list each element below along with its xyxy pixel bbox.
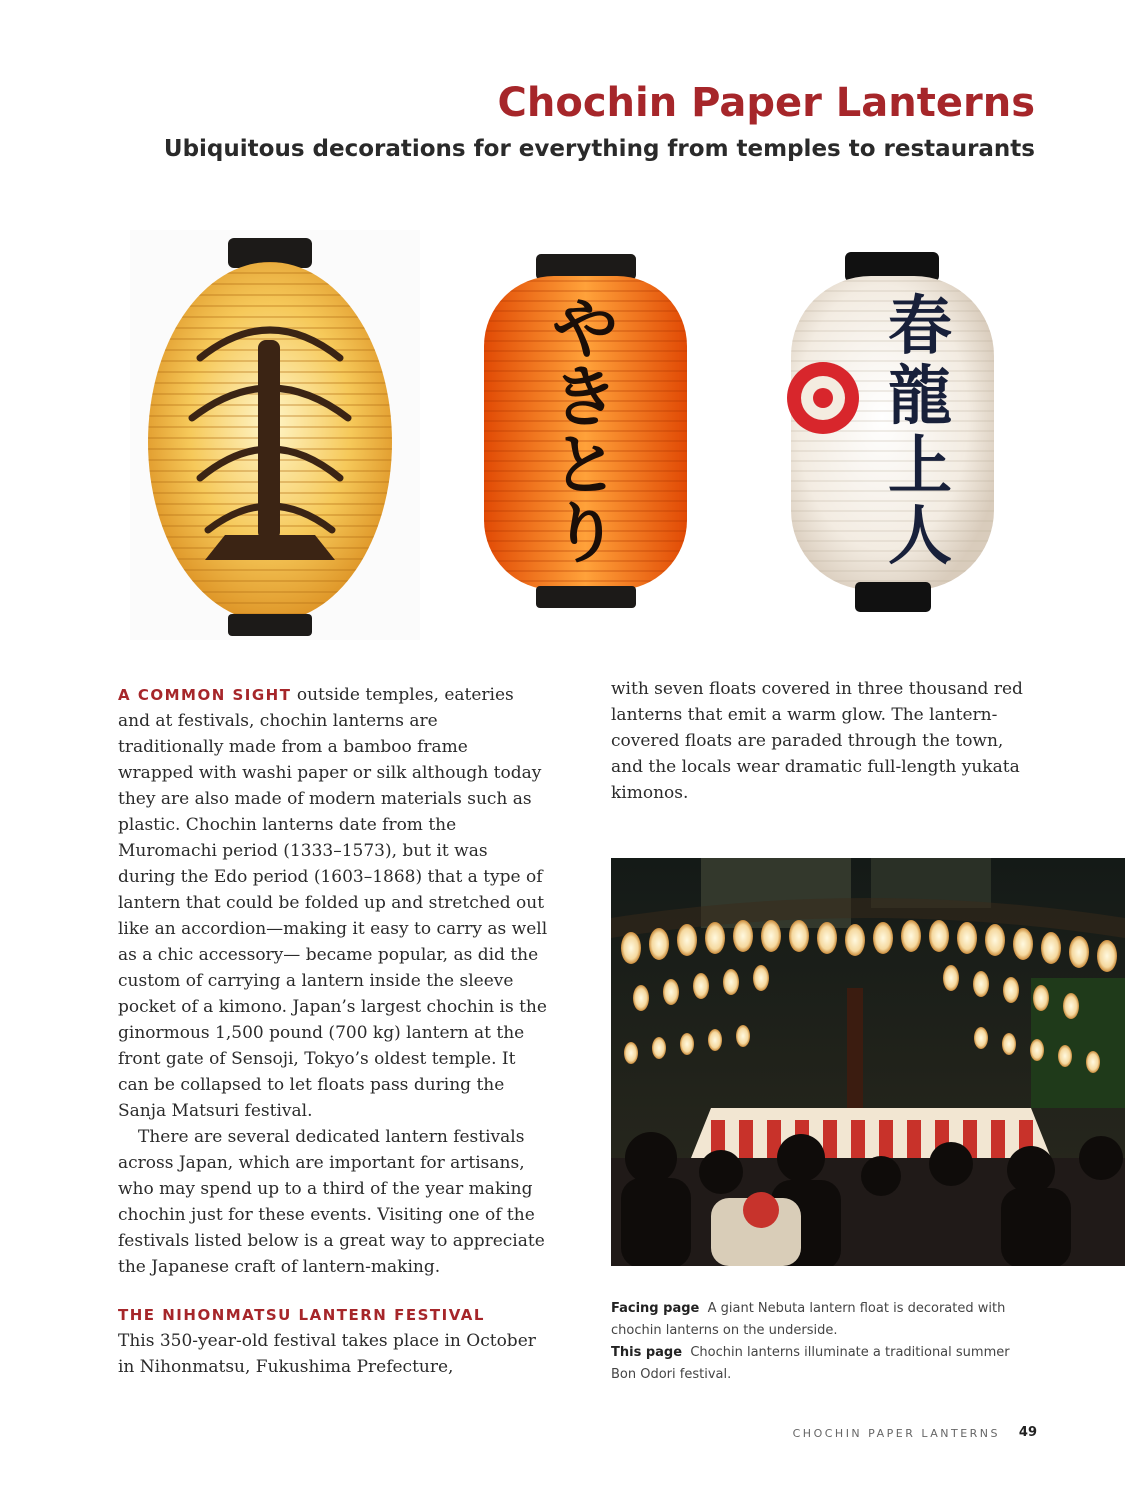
caption-text-facing: A giant Nebuta lantern float is decorated with chochin lanterns on the underside. — [611, 1301, 1006, 1338]
right-text-column — [611, 676, 1031, 806]
pine-tree-lantern-image — [130, 230, 420, 640]
caption-label-this: This page — [611, 1345, 683, 1360]
page-subtitle: Ubiquitous decorations for everything from temples to restaurants — [163, 136, 1035, 162]
body-paragraph-2: There are several dedicated lantern festivals across Japan, which are important for artisans, who may spend up to a third of the year making chochin just for these events. Visiting one of the festivals listed below is a great way to appreciate the Japanese craft of lantern-making. — [118, 1127, 545, 1277]
running-footer: CHOCHIN PAPER LANTERNS — [792, 1427, 1000, 1440]
white-kanji-lantern-image — [785, 252, 1000, 614]
yakitori-glyph-1: や — [552, 291, 618, 368]
caption-this-page — [611, 1342, 1011, 1386]
yakitori-glyph-3: と — [552, 427, 618, 504]
bon-odori-festival-photo — [611, 858, 1125, 1266]
kanji-glyph-4: 人 — [888, 500, 952, 574]
caption-label-facing: Facing page — [611, 1301, 700, 1316]
section-heading: THE NIHONMATSU LANTERN FESTIVAL — [118, 1306, 485, 1324]
caption-text-this: Chochin lanterns illuminate a traditional summer Bon Odori festival. — [611, 1345, 1010, 1382]
kanji-glyph-2: 龍 — [888, 360, 952, 434]
body-paragraph-1 — [118, 682, 548, 1124]
yakitori-lantern-image — [478, 252, 693, 612]
body-paragraph-3: This 350-year-old festival takes place in October in Nihonmatsu, Fukushima Prefecture, — [118, 1331, 536, 1377]
page-number: 49 — [1018, 1425, 1037, 1440]
lead-in: A COMMON SIGHT — [118, 686, 292, 704]
kanji-glyph-3: 上 — [888, 430, 952, 504]
body-paragraph-4: with seven floats covered in three thousand red lanterns that emit a warm glow. The lantern-covered floats are paraded through the town, and the locals wear dramatic full-length yukata kimonos. — [611, 679, 1023, 803]
paragraph-1-text: outside temples, eateries and at festivals, chochin lanterns are traditionally made from a bamboo frame wrapped with washi paper or silk although today they are also made of modern materials such as plastic. Chochin lanterns date from the Muromachi period (1333–1573), but it was during the Edo period (1603–1868) that a type of lantern that could be folded up and stretched out like an accordion—making it easy to carry as well as a chic accessory— became popular, as did the custom of carrying a lantern inside the sleeve pocket of a kimono. Japan’s largest chochin is the ginormous 1,500 pound (700 kg) lantern at the front gate of Sensoji, Tokyo’s oldest temple. It can be collapsed to let floats pass during the Sanja Matsuri festival. — [118, 685, 548, 1121]
page-title: Chochin Paper Lanterns — [497, 80, 1035, 126]
photo-caption — [611, 1298, 1011, 1386]
left-text-column — [118, 682, 548, 1380]
yakitori-glyph-2: き — [552, 359, 618, 436]
kanji-glyph-1: 春 — [888, 290, 952, 364]
caption-facing-page — [611, 1298, 1011, 1342]
yakitori-glyph-4: り — [552, 495, 618, 572]
